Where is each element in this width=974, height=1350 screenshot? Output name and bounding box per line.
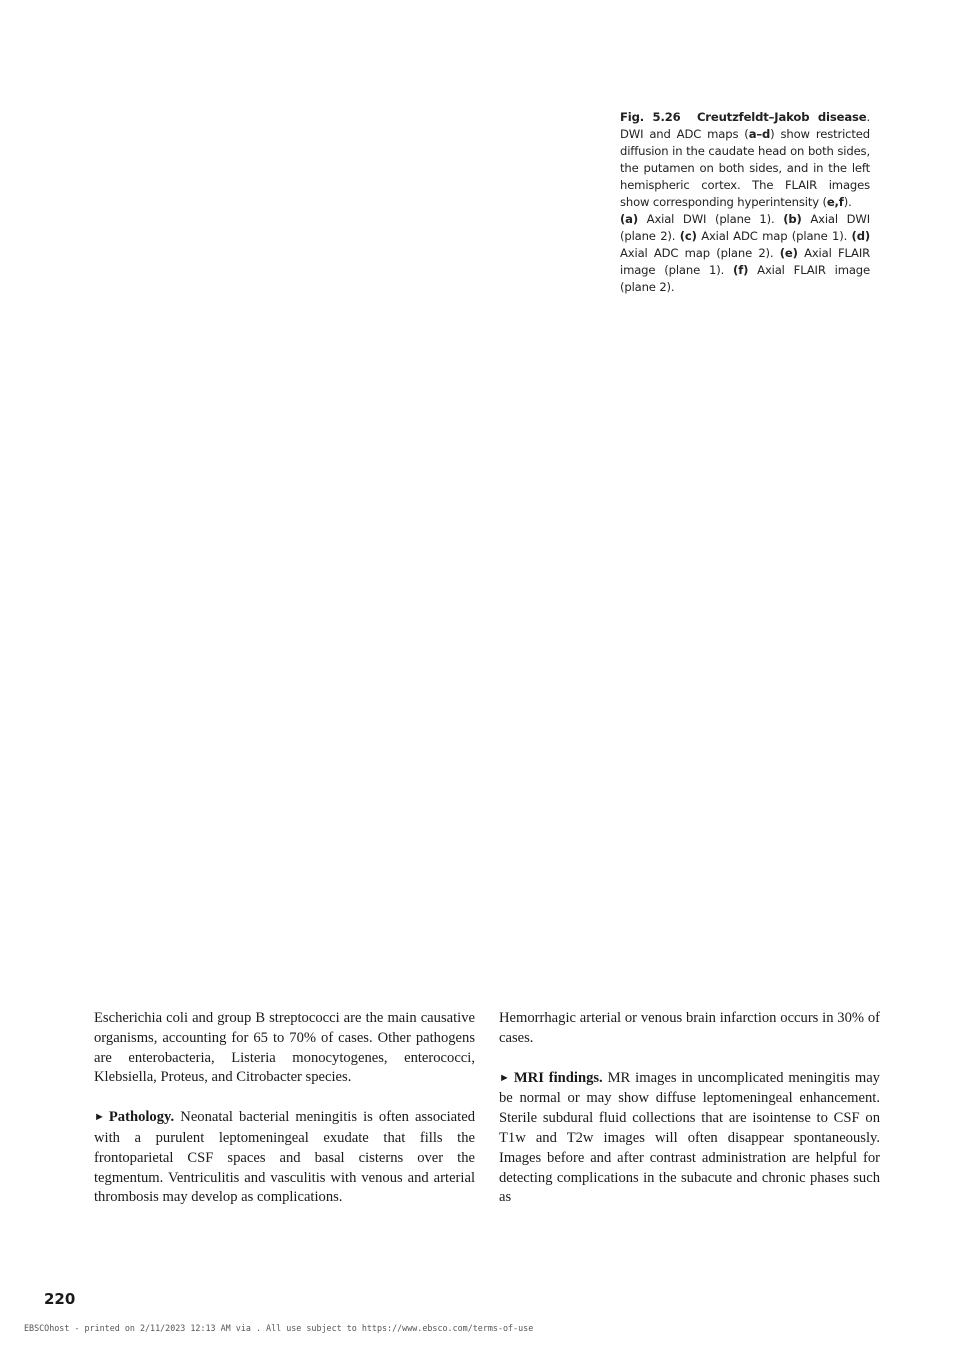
section-marker-icon: ►	[94, 1111, 105, 1124]
caption-ref-a-d: a–d	[748, 127, 771, 141]
mri-findings-paragraph	[499, 1069, 880, 1209]
section-heading-pathology: Pathology.	[108, 1109, 175, 1126]
caption-part-text: Axial DWI (plane 2).	[620, 212, 870, 243]
section-marker-icon: ►	[499, 1071, 510, 1084]
mri-findings-text: MR images in uncomplicated meningitis may be normal or may show diffuse leptomeningeal enhancement. Sterile subdural fluid collections that are isointense to CSF on T1w and T2w images will often disappear spontaneously. Images before and after contrast administration are helpful for detecting complications in the subacute and chronic phases such as	[499, 1069, 880, 1206]
figure-caption	[620, 109, 870, 296]
caption-intro-2: ) show restricted diffusion in the caudate head on both sides, the putamen on both sides, and in the left hemispheric cortex. The FLAIR images show corresponding hyperintensity (	[620, 127, 870, 209]
caption-part-text: Axial FLAIR image (plane 2).	[620, 263, 870, 294]
caption-part-label: (f)	[733, 263, 749, 277]
caption-part-text: Axial ADC map (plane 1).	[696, 229, 852, 243]
caption-part-label: (d)	[851, 229, 870, 243]
section-heading-mri-findings: MRI findings.	[513, 1069, 603, 1086]
body-paragraph: Escherichia coli and group B streptococci are the main causative organisms, accounting for 65 to 70% of cases. Other pathogens are enterobacteria, Listeria monocytogenes, enterococci, Klebsiella, Proteus, and Citrobacter species.	[94, 1010, 475, 1086]
caption-part-text: Axial DWI (plane 1).	[637, 212, 784, 226]
pathology-paragraph	[94, 1108, 475, 1208]
caption-part-label: (a)	[620, 212, 638, 226]
caption-part-label: (e)	[779, 246, 798, 260]
pathology-text: Neonatal bacterial meningitis is often associated with a purulent leptomeningeal exudate that fills the frontoparietal CSF spaces and basal cisterns over the tegmentum. Ventriculitis and vasculitis with venous and arterial thrombosis may develop as complications.	[94, 1109, 475, 1206]
page-number: 220	[44, 1290, 76, 1308]
figure-label: Fig. 5.26	[620, 110, 681, 124]
caption-part-text: Axial ADC map (plane 2).	[620, 246, 780, 260]
figure-title: Creutzfeldt–Jakob disease	[696, 110, 867, 124]
caption-part-label: (b)	[783, 212, 802, 226]
caption-part-label: (c)	[679, 229, 697, 243]
caption-intro-3: ).	[843, 195, 852, 209]
caption-intro: . DWI and ADC maps (	[620, 110, 870, 141]
caption-ref-e-f: e,f	[826, 195, 844, 209]
body-paragraph: Hemorrhagic arterial or venous brain infarction occurs in 30% of cases.	[499, 1010, 880, 1046]
right-text-column	[499, 1009, 880, 1228]
left-text-column	[94, 1009, 475, 1228]
caption-part-text: Axial FLAIR image (plane 1).	[620, 246, 870, 277]
print-footer: EBSCOhost - printed on 2/11/2023 12:13 AM via . All use subject to https://www.ebsco.com/terms-of-use	[24, 1323, 534, 1333]
